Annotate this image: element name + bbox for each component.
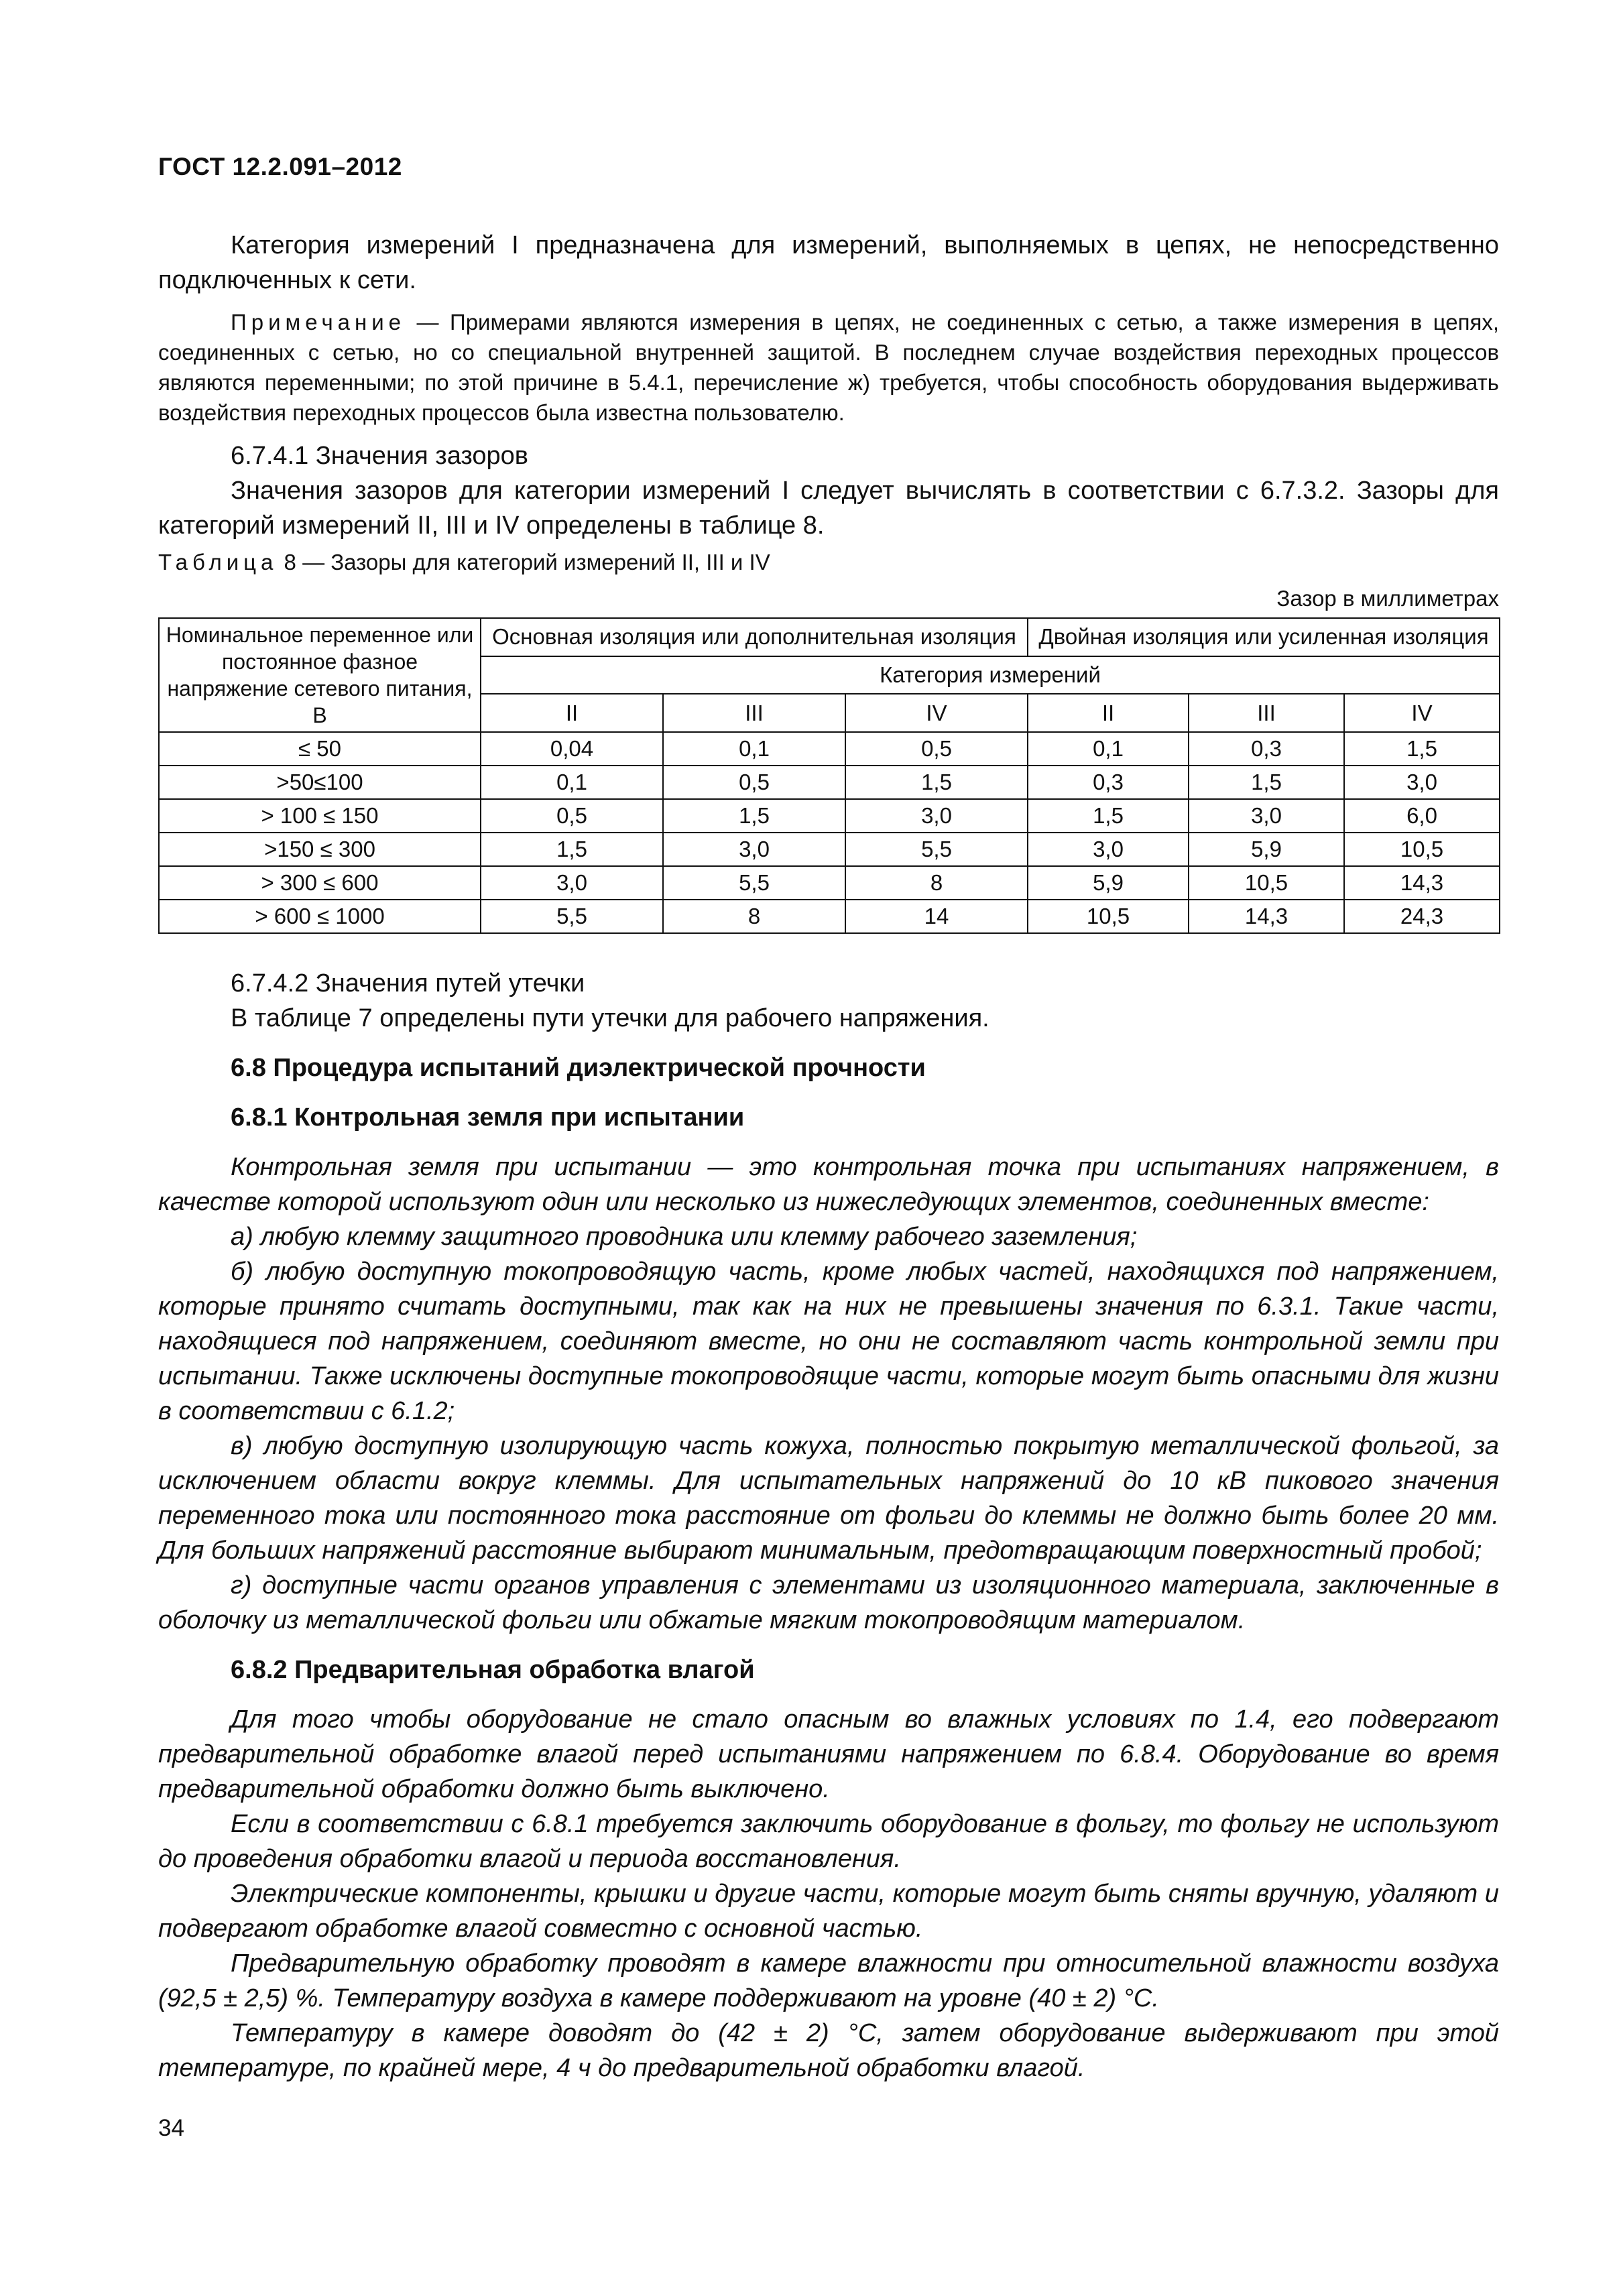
clearance-value-cell: 0,04 xyxy=(481,732,663,766)
table-row xyxy=(159,799,1500,833)
section-681-paragraph: а) любую клемму защитного проводника или клемму рабочего заземления; xyxy=(231,1223,1138,1251)
clearance-value-cell: 1,5 xyxy=(1028,799,1189,833)
table-row xyxy=(159,766,1500,799)
clearance-value-cell: 1,5 xyxy=(1189,766,1344,799)
clearance-value-cell: 0,5 xyxy=(481,799,663,833)
section-682-heading: 6.8.2 Предварительная обработка влагой xyxy=(231,1656,755,1684)
clearance-value-cell: 8 xyxy=(663,900,845,933)
clearance-value-cell: 3,0 xyxy=(1028,833,1189,866)
section-682-body xyxy=(158,1702,1499,2086)
clearance-value-cell: 14,3 xyxy=(1189,900,1344,933)
category-header-cell: II xyxy=(481,694,663,732)
section-681-paragraph: г) доступные части органов управления с элементами из изоляционного материала, заключенные в оболочку из металлической фольги или обжатые мягким токопроводящим материалом. xyxy=(158,1571,1499,1634)
note-label: Примечание xyxy=(231,310,406,335)
clearance-table xyxy=(158,617,1500,934)
category-header-cell: II xyxy=(1028,694,1189,732)
category-header-cell: III xyxy=(663,694,845,732)
clearance-value-cell: 8 xyxy=(845,866,1028,900)
document-page xyxy=(158,0,1499,2296)
clearance-value-cell: 1,5 xyxy=(663,799,845,833)
section-68-heading: 6.8 Процедура испытаний диэлектрической прочности xyxy=(231,1054,926,1082)
clearance-value-cell: 5,5 xyxy=(845,833,1028,866)
voltage-range-cell: >150 ≤ 300 xyxy=(159,833,481,866)
table-caption-label: Таблица xyxy=(158,550,278,575)
clearance-value-cell: 5,9 xyxy=(1028,866,1189,900)
clearance-value-cell: 0,3 xyxy=(1028,766,1189,799)
clearance-value-cell: 3,0 xyxy=(1344,766,1500,799)
note-text: — Примерами являются измерения в цепях, не соединенных с сетью, а также измерения в цепях, соединенных с сетью, но со специальной внутренней защитой. В последнем случае воздействия переходных процессов являются переменными; по этой причине в 5.4.1, перечисление ж) требуется, чтобы способность оборудования выдерживать воздействия переходных процессов была известна пользователю. xyxy=(158,310,1499,425)
category-header-cell: III xyxy=(1189,694,1344,732)
section-6742-text: В таблице 7 определены пути утечки для рабочего напряжения. xyxy=(231,1004,989,1032)
section-681-heading: 6.8.1 Контрольная земля при испытании xyxy=(231,1103,745,1132)
double-insulation-header: Двойная изоляция или усиленная изоляция xyxy=(1028,618,1500,656)
table-row xyxy=(159,732,1500,766)
clearance-value-cell: 5,5 xyxy=(481,900,663,933)
voltage-range-cell: >50≤100 xyxy=(159,766,481,799)
table-row xyxy=(159,866,1500,900)
section-6741-heading: 6.7.4.1 Значения зазоров xyxy=(231,442,528,470)
clearance-value-cell: 0,1 xyxy=(481,766,663,799)
table-row xyxy=(159,900,1500,933)
note-paragraph xyxy=(158,307,1499,428)
section-682-paragraph: Предварительную обработку проводят в камере влажности при относительной влажности воздуха (92,5 ± 2,5) %. Температуру воздуха в камере поддерживают на уровне (40 ± 2) °С. xyxy=(158,1949,1499,2012)
table-units: Зазор в миллиметрах xyxy=(1276,586,1499,611)
voltage-range-cell: ≤ 50 xyxy=(159,732,481,766)
document-code-header: ГОСТ 12.2.091–2012 xyxy=(158,153,402,180)
section-681-paragraph: Контрольная земля при испытании — это контрольная точка при испытаниях напряжением, в качестве которой используют один или несколько из нижеследующих элементов, соединенных вместе: xyxy=(158,1153,1499,1216)
clearance-value-cell: 3,0 xyxy=(663,833,845,866)
clearance-value-cell: 0,3 xyxy=(1189,732,1344,766)
clearance-value-cell: 6,0 xyxy=(1344,799,1500,833)
section-681-paragraph: в) любую доступную изолирующую часть кожуха, полностью покрытую металлической фольгой, за исключением области вокруг клеммы. Для испытательных напряжений до 10 кВ пикового значения переменного тока или постоянного тока расстояние от фольги до клеммы не должно быть более 20 мм. Для больших напряжений расстояние выбирают минимальным, предотвращающим поверхностный пробой; xyxy=(158,1432,1499,1565)
clearance-value-cell: 14 xyxy=(845,900,1028,933)
table-header-row-1 xyxy=(159,618,1500,656)
clearance-value-cell: 10,5 xyxy=(1344,833,1500,866)
clearance-value-cell: 0,1 xyxy=(1028,732,1189,766)
category-header-cell: IV xyxy=(1344,694,1500,732)
clearance-value-cell: 24,3 xyxy=(1344,900,1500,933)
page-number: 34 xyxy=(158,2115,184,2141)
measurement-category-header: Категория измерений xyxy=(481,656,1500,694)
voltage-column-header: Номинальное переменное или постоянное фазное напряжение сетевого питания, В xyxy=(159,618,481,732)
section-681-body xyxy=(158,1150,1499,1638)
table-row xyxy=(159,833,1500,866)
clearance-value-cell: 1,5 xyxy=(845,766,1028,799)
basic-insulation-header: Основная изоляция или дополнительная изоляция xyxy=(481,618,1028,656)
clearance-value-cell: 3,0 xyxy=(1189,799,1344,833)
clearance-value-cell: 5,9 xyxy=(1189,833,1344,866)
clearance-value-cell: 3,0 xyxy=(845,799,1028,833)
clearance-value-cell: 0,5 xyxy=(845,732,1028,766)
section-681-paragraph: б) любую доступную токопроводящую часть, кроме любых частей, находящихся под напряжением, которые принято считать доступными, так как на них не превышены значения по 6.3.1. Такие части, находящиеся под напряжением, соединяют вместе, но они не составляют часть контрольной земли при испытании. Также исключены доступные токопроводящие части, которые могут быть опасными для жизни в соответствии с 6.1.2; xyxy=(158,1258,1499,1425)
clearance-value-cell: 1,5 xyxy=(481,833,663,866)
section-682-paragraph: Температуру в камере доводят до (42 ± 2) °С, затем оборудование выдерживают при этой температуре, по крайней мере, 4 ч до предварительной обработки влагой. xyxy=(158,2019,1499,2082)
voltage-range-cell: > 600 ≤ 1000 xyxy=(159,900,481,933)
clearance-value-cell: 10,5 xyxy=(1028,900,1189,933)
clearance-value-cell: 3,0 xyxy=(481,866,663,900)
category-header-cell: IV xyxy=(845,694,1028,732)
intro-paragraph: Категория измерений I предназначена для измерений, выполняемых в цепях, не непосредственно подключенных к сети. xyxy=(158,231,1499,294)
voltage-range-cell: > 100 ≤ 150 xyxy=(159,799,481,833)
section-682-paragraph: Электрические компоненты, крышки и другие части, которые могут быть сняты вручную, удаляют и подвергают обработке влагой совместно с основной частью. xyxy=(158,1880,1499,1943)
table-caption-text: 8 — Зазоры для категорий измерений II, III и IV xyxy=(278,550,770,575)
clearance-value-cell: 0,5 xyxy=(663,766,845,799)
clearance-value-cell: 5,5 xyxy=(663,866,845,900)
clearance-value-cell: 10,5 xyxy=(1189,866,1344,900)
section-682-paragraph: Для того чтобы оборудование не стало опасным во влажных условиях по 1.4, его подвергают предварительной обработке влагой перед испытаниями напряжением по 6.8.4. Оборудование во время предварительной обработки должно быть выключено. xyxy=(158,1705,1499,1803)
section-6742-heading: 6.7.4.2 Значения путей утечки xyxy=(231,969,585,998)
section-6741-text: Значения зазоров для категории измерений I следует вычислять в соответствии с 6.7.3.2. Зазоры для категорий измерений II, III и IV определены в таблице 8. xyxy=(158,477,1499,540)
document-body xyxy=(158,228,1499,2086)
voltage-range-cell: > 300 ≤ 600 xyxy=(159,866,481,900)
clearance-value-cell: 0,1 xyxy=(663,732,845,766)
section-682-paragraph: Если в соответствии с 6.8.1 требуется заключить оборудование в фольгу, то фольгу не используют до проведения обработки влагой и периода восстановления. xyxy=(158,1810,1499,1873)
clearance-value-cell: 14,3 xyxy=(1344,866,1500,900)
table-caption xyxy=(158,547,1499,577)
clearance-value-cell: 1,5 xyxy=(1344,732,1500,766)
